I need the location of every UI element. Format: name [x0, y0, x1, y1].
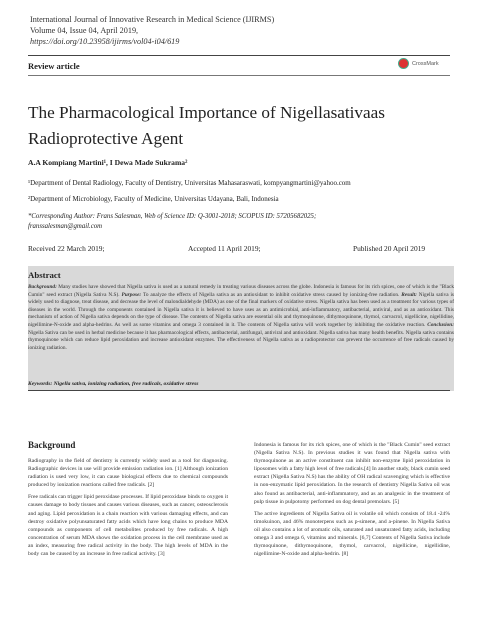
article-type: Review article	[28, 61, 80, 71]
corresponding-author	[28, 212, 448, 232]
affiliation-1: ¹Department of Dental Radiology, Faculty of Dentistry, Universitas Mahasaraswati, kompyangmartini@yahoo.com	[28, 179, 351, 187]
crossmark-label: CrossMark	[412, 60, 439, 67]
body-paragraph: Radiography in the field of dentistry is currently widely used as a tool for diagnosing. Radiographic devices in use will provide emission radiation ion. [1] Although ionization radiation is used very low, it can cause biological effects due to chemical compounds produced by ionization reactions called free radicals. [2]	[28, 458, 228, 489]
body-column-right	[254, 441, 450, 562]
abstract-divider	[28, 390, 450, 391]
received-date: Received 22 March 2019;	[28, 244, 105, 253]
abstract-background: Many studies have showed that Nigella sativa is used as a natural remedy in treating various diseases across the globe. Indonesia is famous for its rich spices, one of which is the "Black Cumin" seed extract (Nigella Sativa N.S).	[28, 284, 454, 298]
author-list: A.A Kompiang Martini¹, I Dewa Made Sukrama²	[28, 158, 188, 167]
abstract-conclusion: Nigella Sativa can be used in herbal medicine because it has pharmacological effects, antibacterial, antifungal, antiviral and antioxidant. Nigella sativa has many health benefits. Nigella sativa contains thymoquinone which can reduce lipid peroxidation and increase antioxidant enzymes. The effectiveness of Nigella sativa as a radioprotector can prevent the occurrence of free radicals caused by ionizing radiation.	[28, 329, 454, 351]
abstract-purpose-label: Purpose:	[119, 291, 142, 298]
header-divider	[28, 55, 450, 56]
abstract-result: Nigella sativa is widely used to diagnose, treat disease, and decrease the level of malondialdehyde (MDA) as one of the final markers of oxidative stress. Nigella sativa has been used as a treatment for various types of diseases in the world. Through the components contained in Nigella sativa it is believed to have uses as an antimicrobial, anti-inflammatory, antibacterial, antiviral, and as an antioxidant. This mechanism of action of Nigella sativa depends on the type of disease. The contents of Nigella sativa are essential oils and thymoquinone, dithymoquinone, thymol, carvacrol, nigellicine, nigellidine, nigellimine-N-oxide and alpha-hedrins. As well as some vitamins and omega 3 contained in it. The contents of Nigella sativa will work together by inhibiting the oxidative reaction.	[28, 291, 454, 328]
body-paragraph: Free radicals can trigger lipid peroxidase processes. If lipid peroxidase binds to oxygen it causes damage to body tissues and causes various diseases, such as cancer, osteosclerosis and aging. Lipid peroxidation is a chain reaction with various damaging effects, and can destroy oxidative polyunsaturated fatty acids which have long chains to produce MDA compounds as components of cell metabolites produced by free radicals. A high concentration of serum MDA shows the oxidation process in the cell membrane used as an index, measuring free radical activity in the body. The high levels of MDA in the body can be caused by an increase in free radical activity. [3]	[28, 494, 228, 558]
journal-volume: Volume 04, Issue 04, April 2019,	[30, 26, 139, 35]
abstract-heading: Abstract	[28, 270, 61, 280]
journal-header	[30, 14, 450, 47]
crossmark-icon	[398, 58, 409, 69]
abstract-text	[28, 284, 454, 352]
section-heading-background: Background	[28, 440, 76, 450]
abstract-result-label: Result:	[399, 291, 417, 298]
journal-name: International Journal of Innovative Research in Medical Science (IJIRMS)	[30, 15, 275, 24]
abstract-background-label: Background:	[28, 284, 57, 290]
abstract-purpose: To analyze the effects of Nigella sativa as an antioxidant to inhibit oxidative stress caused by ionizing-free radiation.	[141, 291, 400, 298]
body-paragraph: Indonesia is famous for its rich spices, one of which is the "Black Cumin" seed extract (Nigella Sativa N.S). In previous studies it was found that Nigella sativa with thymoquinone as an active constituent can inhibit non-enzyme lipid peroxidation in liposomes with a fatty high level of free radicals.[4] In another study, black cumin seed extract (Nigella Sativa N.S) has the ability of OH radical scavenging which is effective in non-enzymatic lipid peroxidation. In the research of dentistry Nigella Sativa oil was also found as antibacterial, anti-inflammatory, and as an analgesic in the treatment of pulp tissue in pulpotomy performed on dog dental premolars. [5]	[254, 442, 450, 505]
affiliation-2: ²Department of Microbiology, Faculty of Medicine, Universitas Udayana, Bali, Indonesia	[28, 195, 279, 203]
body-paragraph: The active ingredients of Nigella Sativa oil is volatile oil which consists of 18.4 -24% timokuinon, and 46% monoterpens such as p-simene, and a-pinene. In Nigella Sativa oil also contains a lot of aromatic oils, saturated and unsaturated fatty acids, including omega 3 and omega 6, vitamins and minerals. [6,7] Contents of Nigella Sativa include thymoquinone, dithymoquinone, thymol, carvacrol, nigellicine, nigellidine, nigellimine-N-oxide and alpha-hedrin. [8]	[254, 510, 450, 558]
doi-link[interactable]: https://doi.org/10.23958/ijirms/vol04-i04/619	[30, 37, 180, 46]
article-type-divider	[28, 75, 450, 76]
body-column-left	[28, 457, 228, 562]
corresponding-author-line: *Corresponding Author: Frans Salesman, Web of Science ID: Q-3001-2018; SCOPUS ID: 57205682025;	[28, 213, 317, 220]
abstract-conclusion-label: Conclusion:	[425, 321, 454, 328]
keywords: Keywords: Nigella sativa, ionizing radiation, free radicals, oxidative stress	[28, 381, 199, 387]
crossmark-badge[interactable]	[398, 58, 439, 69]
article-title: The Pharmacological Importance of Nigellasativaas Radioprotective Agent	[28, 103, 385, 148]
accepted-date: Accepted 11 April 2019;	[188, 244, 261, 253]
corresponding-author-email[interactable]: franssalesman@gmail.com	[28, 223, 103, 230]
published-date: Published 20 April 2019	[353, 244, 426, 253]
